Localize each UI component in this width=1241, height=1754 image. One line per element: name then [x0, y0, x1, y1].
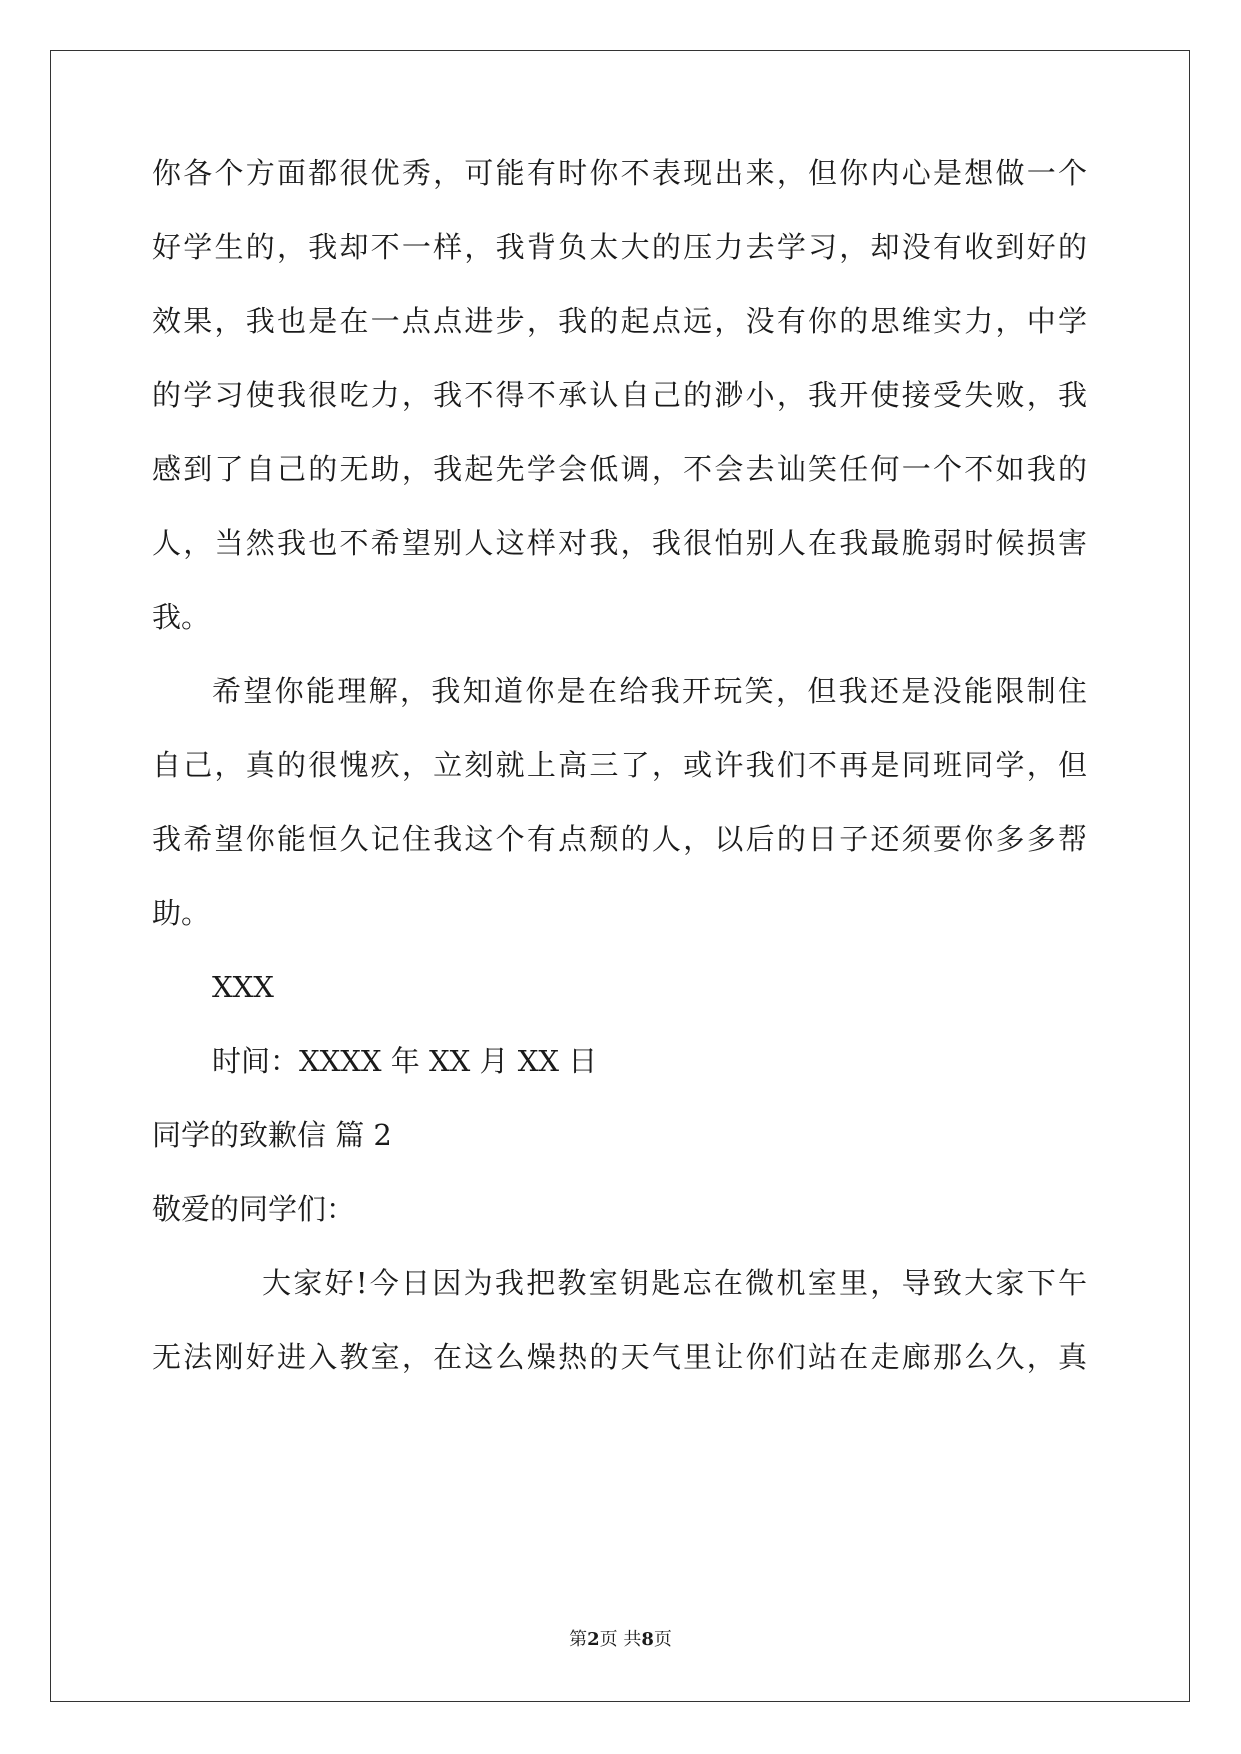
footer-prefix: 第 — [569, 1629, 588, 1650]
body-line-7: 我。 — [152, 600, 211, 634]
body-line-11: 助。 — [152, 896, 211, 930]
body-line-2: 好学生的，我却不一样，我背负太大的压力去学习，却没有收到好的 — [152, 230, 1087, 264]
section-title: 同学的致歉信 篇 2 — [152, 1118, 392, 1152]
body-line-1: 你各个方面都很优秀，可能有时你不表现出来，但你内心是想做一个 — [152, 156, 1087, 190]
salutation: 敬爱的同学们： — [152, 1192, 356, 1226]
body-line-10: 我希望你能恒久记住我这个有点颓的人，以后的日子还须要你多多帮 — [152, 822, 1087, 856]
body-line-3: 效果，我也是在一点点进步，我的起点远，没有你的思维实力，中学 — [152, 304, 1087, 338]
body-line-9: 自己，真的很愧疚，立刻就上高三了，或许我们不再是同班同学，但 — [152, 748, 1087, 782]
page-border — [50, 50, 1190, 1702]
footer-current-page: 2 — [587, 1629, 600, 1650]
body-line-4: 的学习使我很吃力，我不得不承认自己的渺小，我开使接受失败，我 — [152, 378, 1087, 412]
footer-suffix: 页 — [653, 1629, 672, 1650]
signature-name: XXX — [212, 970, 274, 1004]
body-line-17: 无法刚好进入教室，在这么燥热的天气里让你们站在走廊那么久，真 — [152, 1340, 1087, 1374]
page-footer — [0, 1628, 1241, 1652]
body-line-16: 大家好!今日因为我把教室钥匙忘在微机室里，导致大家下午 — [262, 1266, 1087, 1300]
body-line-8: 希望你能理解，我知道你是在给我开玩笑，但我还是没能限制住 — [212, 674, 1087, 708]
body-line-6: 人，当然我也不希望别人这样对我，我很怕别人在我最脆弱时候损害 — [152, 526, 1087, 560]
body-line-5: 感到了自己的无助，我起先学会低调，不会去讪笑任何一个不如我的 — [152, 452, 1087, 486]
signature-date: 时间：XXXX 年 XX 月 XX 日 — [212, 1044, 598, 1078]
footer-mid: 页 共 — [599, 1629, 642, 1650]
footer-total-pages: 8 — [641, 1629, 654, 1650]
